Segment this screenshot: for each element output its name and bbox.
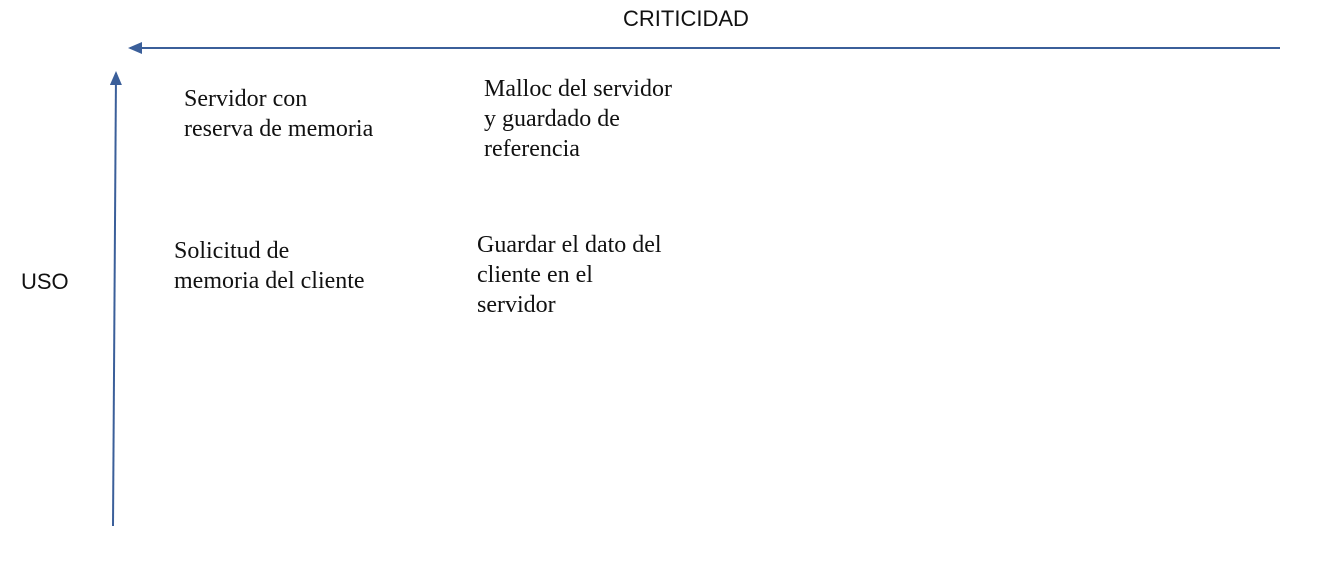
item-malloc-servidor	[484, 74, 672, 164]
y-axis-arrow	[113, 73, 116, 526]
item-line: referencia	[484, 136, 580, 162]
item-line: Servidor con	[184, 86, 308, 112]
item-servidor-reserva	[184, 84, 373, 144]
x-axis-title: CRITICIDAD	[623, 6, 749, 31]
y-axis-title: USO	[21, 269, 69, 294]
item-line: Guardar el dato del	[477, 232, 662, 258]
item-guardar-dato	[477, 230, 662, 320]
item-line: y guardado de	[484, 106, 620, 132]
item-line: Solicitud de	[174, 238, 290, 264]
item-line: Malloc del servidor	[484, 76, 672, 102]
item-line: servidor	[477, 292, 556, 318]
item-line: memoria del cliente	[174, 268, 365, 294]
item-line: reserva de memoria	[184, 116, 374, 142]
item-line: cliente en el	[477, 262, 593, 288]
item-solicitud-memoria	[174, 236, 365, 296]
